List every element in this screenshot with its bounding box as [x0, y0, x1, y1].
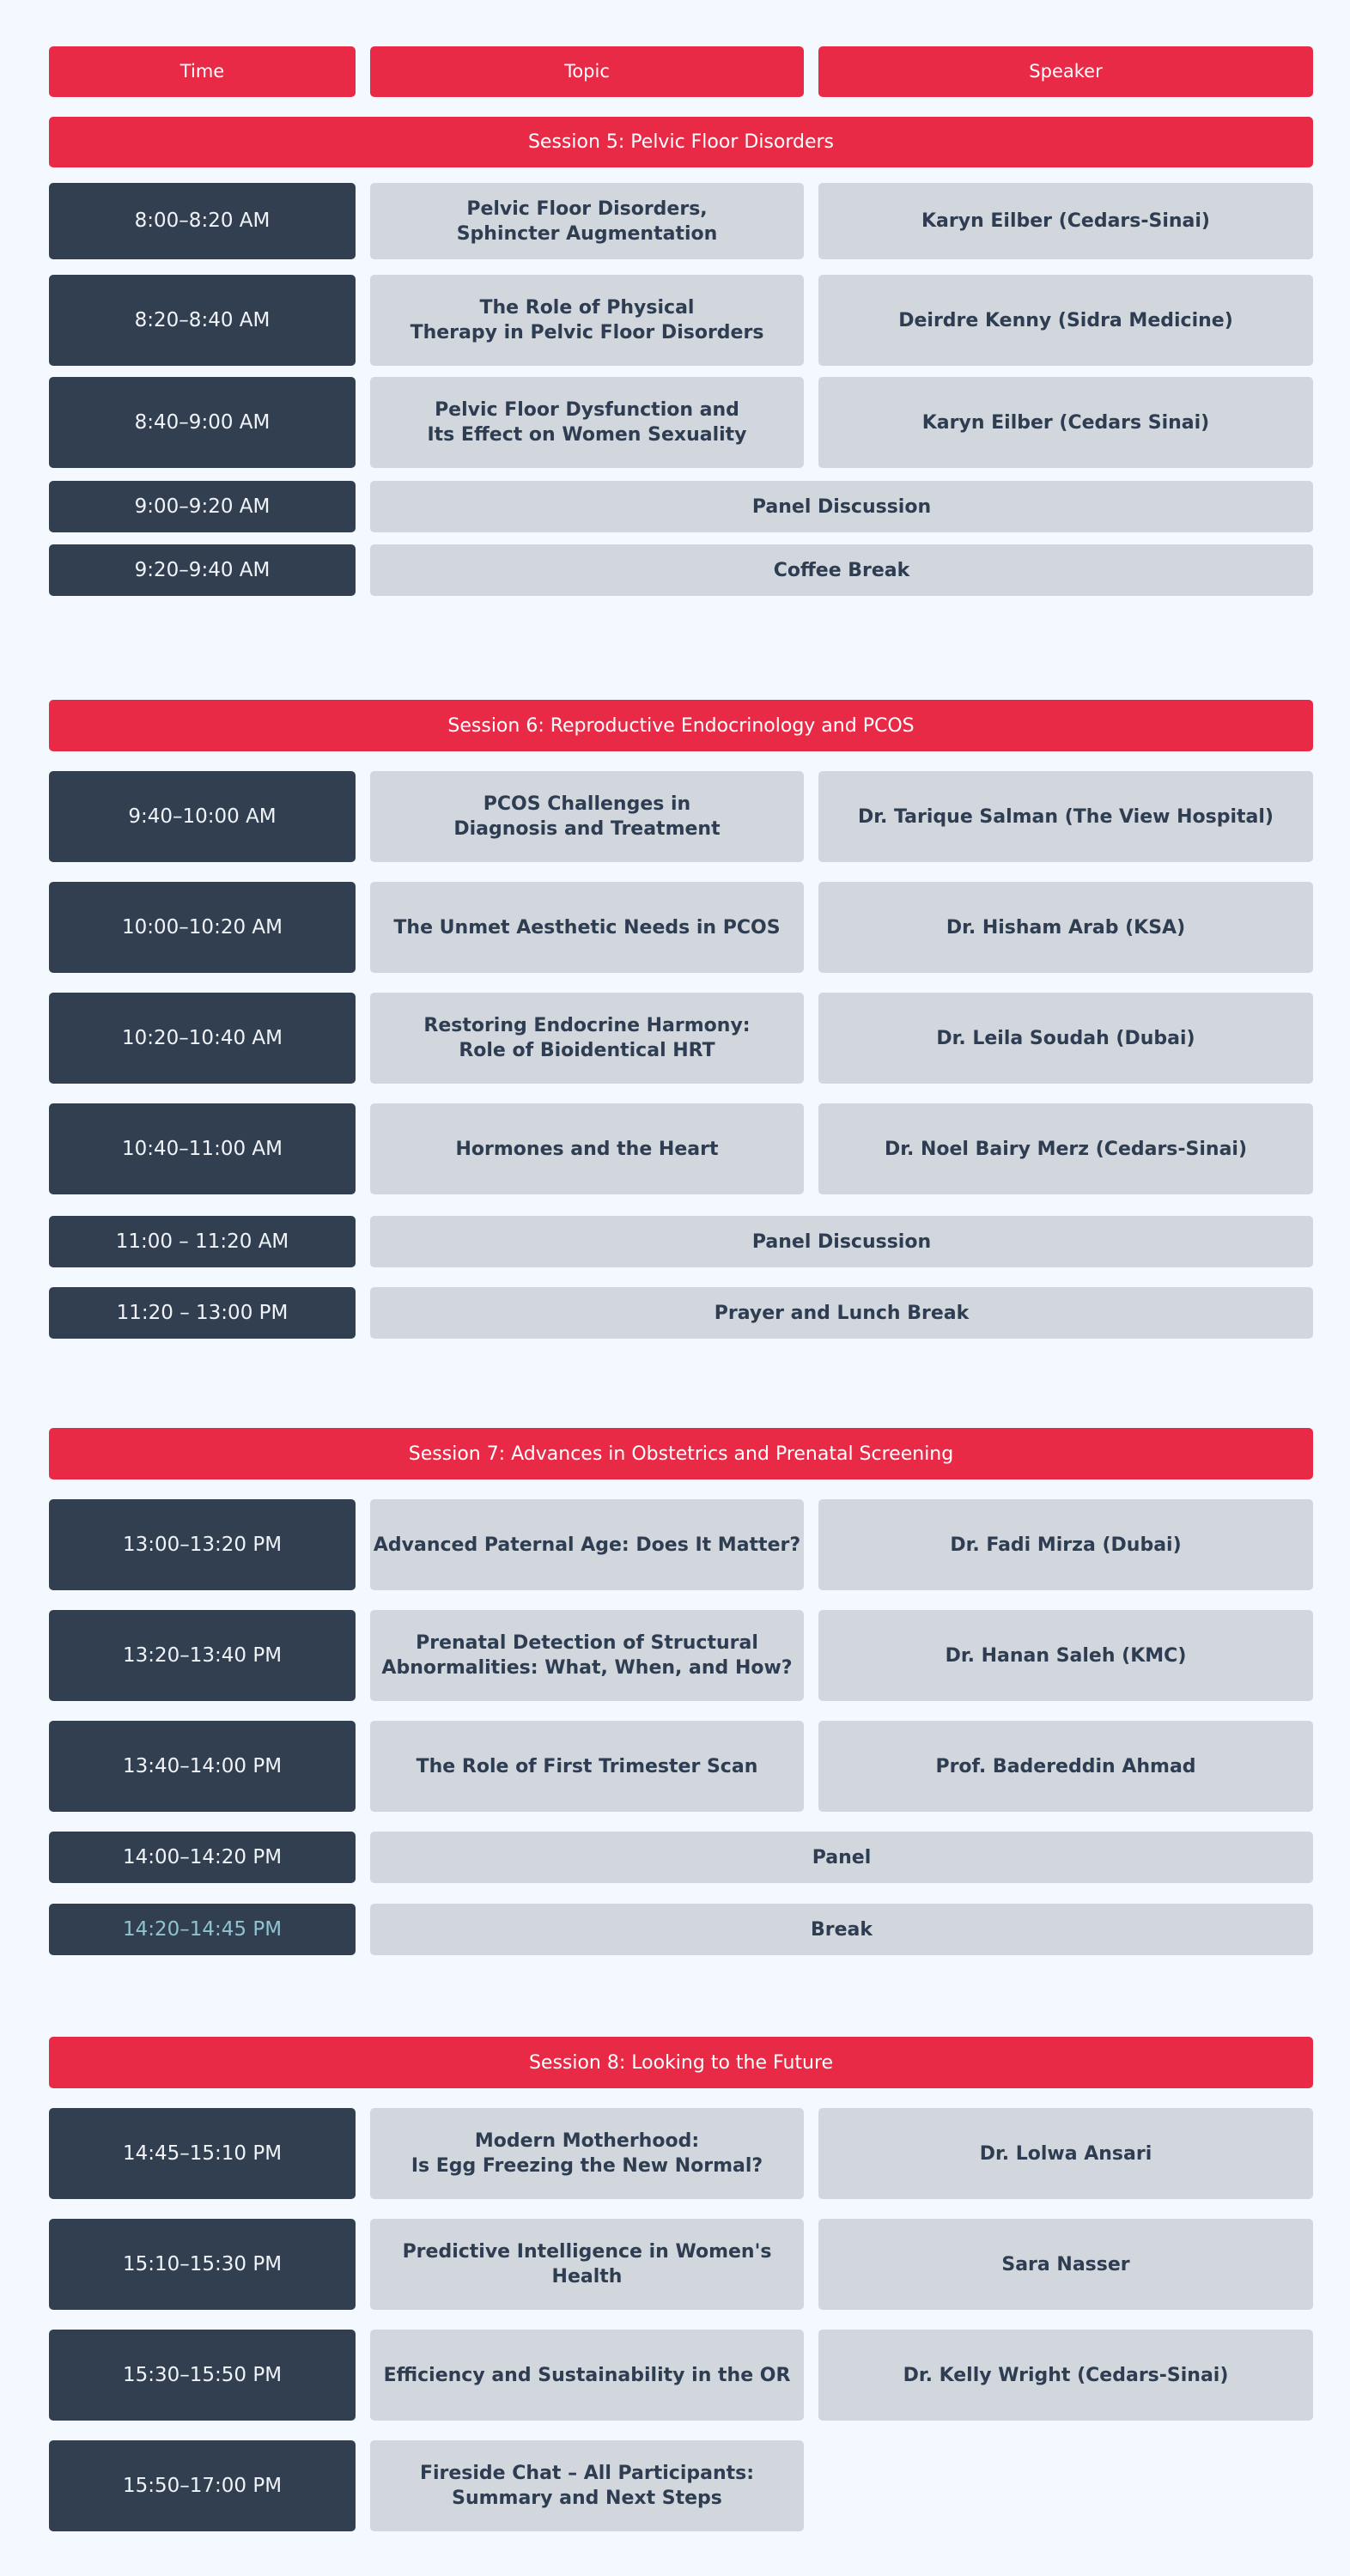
- agenda-item-full: Break: [370, 1904, 1313, 1955]
- time-slot: 14:20–14:45 PM: [49, 1904, 356, 1955]
- speaker-name: Dr. Leila Soudah (Dubai): [818, 993, 1313, 1084]
- time-slot: 15:50–17:00 PM: [49, 2440, 356, 2531]
- time-slot: 14:45–15:10 PM: [49, 2108, 356, 2199]
- talk-topic: Restoring Endocrine Harmony: Role of Bioidentical HRT: [370, 993, 804, 1084]
- agenda-item-full: Panel Discussion: [370, 481, 1313, 532]
- session-title: Session 6: Reproductive Endocrinology and PCOS: [49, 700, 1313, 751]
- speaker-name: Dr. Noel Bairy Merz (Cedars-Sinai): [818, 1103, 1313, 1194]
- talk-topic: Fireside Chat – All Participants: Summary and Next Steps: [370, 2440, 804, 2531]
- speaker-name: Prof. Badereddin Ahmad: [818, 1721, 1313, 1812]
- time-slot: 15:30–15:50 PM: [49, 2330, 356, 2421]
- time-slot: 11:00 – 11:20 AM: [49, 1216, 356, 1267]
- time-slot: 8:00–8:20 AM: [49, 183, 356, 259]
- session-title: Session 8: Looking to the Future: [49, 2037, 1313, 2088]
- time-slot: 15:10–15:30 PM: [49, 2219, 356, 2310]
- talk-topic: Pelvic Floor Disorders, Sphincter Augmentation: [370, 183, 804, 259]
- talk-topic: The Role of First Trimester Scan: [370, 1721, 804, 1812]
- talk-topic: Efficiency and Sustainability in the OR: [370, 2330, 804, 2421]
- speaker-name: Sara Nasser: [818, 2219, 1313, 2310]
- agenda-item-full: Coffee Break: [370, 544, 1313, 596]
- talk-topic: Modern Motherhood: Is Egg Freezing the New Normal?: [370, 2108, 804, 2199]
- talk-topic: Prenatal Detection of Structural Abnormalities: What, When, and How?: [370, 1610, 804, 1701]
- time-slot: 9:00–9:20 AM: [49, 481, 356, 532]
- time-slot: 9:40–10:00 AM: [49, 771, 356, 862]
- speaker-name: Karyn Eilber (Cedars-Sinai): [818, 183, 1313, 259]
- talk-topic: The Role of Physical Therapy in Pelvic Floor Disorders: [370, 275, 804, 366]
- talk-topic: Advanced Paternal Age: Does It Matter?: [370, 1499, 804, 1590]
- time-slot: 10:40–11:00 AM: [49, 1103, 356, 1194]
- time-slot: 10:20–10:40 AM: [49, 993, 356, 1084]
- column-header-time: Time: [49, 46, 356, 97]
- speaker-name: Dr. Tarique Salman (The View Hospital): [818, 771, 1313, 862]
- speaker-name: Dr. Fadi Mirza (Dubai): [818, 1499, 1313, 1590]
- speaker-name: Dr. Hanan Saleh (KMC): [818, 1610, 1313, 1701]
- time-slot: 13:20–13:40 PM: [49, 1610, 356, 1701]
- speaker-name: Karyn Eilber (Cedars Sinai): [818, 377, 1313, 468]
- speaker-name: Deirdre Kenny (Sidra Medicine): [818, 275, 1313, 366]
- column-header-speaker: Speaker: [818, 46, 1313, 97]
- time-slot: 13:40–14:00 PM: [49, 1721, 356, 1812]
- speaker-name: Dr. Kelly Wright (Cedars-Sinai): [818, 2330, 1313, 2421]
- talk-topic: Predictive Intelligence in Women's Health: [370, 2219, 804, 2310]
- time-slot: 11:20 – 13:00 PM: [49, 1287, 356, 1339]
- time-slot: 8:20–8:40 AM: [49, 275, 356, 366]
- column-header-topic: Topic: [370, 46, 804, 97]
- agenda-item-full: Prayer and Lunch Break: [370, 1287, 1313, 1339]
- speaker-name: Dr. Hisham Arab (KSA): [818, 882, 1313, 973]
- talk-topic: PCOS Challenges in Diagnosis and Treatment: [370, 771, 804, 862]
- time-slot: 14:00–14:20 PM: [49, 1832, 356, 1883]
- agenda-item-full: Panel: [370, 1832, 1313, 1883]
- talk-topic: The Unmet Aesthetic Needs in PCOS: [370, 882, 804, 973]
- agenda-item-full: Panel Discussion: [370, 1216, 1313, 1267]
- session-title: Session 5: Pelvic Floor Disorders: [49, 117, 1313, 167]
- time-slot: 9:20–9:40 AM: [49, 544, 356, 596]
- session-title: Session 7: Advances in Obstetrics and Prenatal Screening: [49, 1428, 1313, 1479]
- speaker-name: Dr. Lolwa Ansari: [818, 2108, 1313, 2199]
- time-slot: 13:00–13:20 PM: [49, 1499, 356, 1590]
- talk-topic: Hormones and the Heart: [370, 1103, 804, 1194]
- time-slot: 10:00–10:20 AM: [49, 882, 356, 973]
- talk-topic: Pelvic Floor Dysfunction and Its Effect on Women Sexuality: [370, 377, 804, 468]
- time-slot: 8:40–9:00 AM: [49, 377, 356, 468]
